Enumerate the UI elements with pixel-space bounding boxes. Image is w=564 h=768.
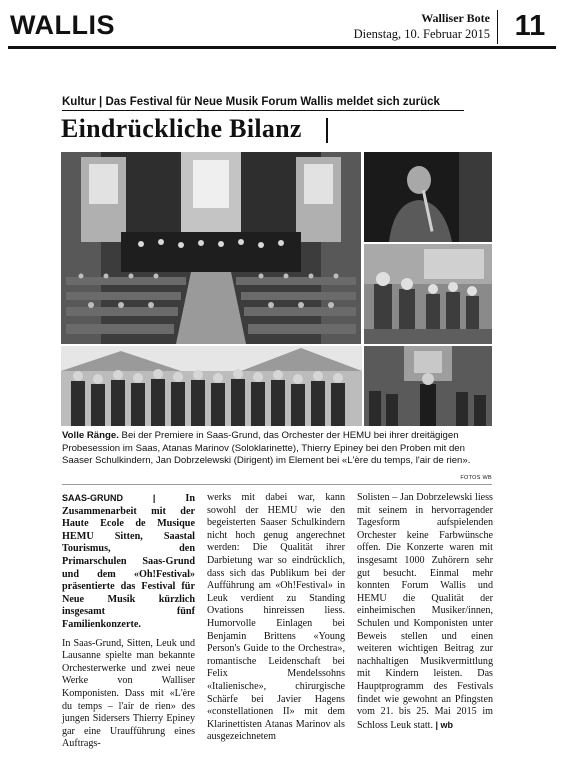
header-rule: [8, 46, 556, 49]
article-column-3: [357, 492, 493, 738]
author-signature: | wb: [432, 719, 454, 730]
section-title: WALLIS: [10, 10, 115, 40]
photo-soloist: [364, 152, 492, 242]
photo-credit: FOTOS WB: [460, 475, 492, 481]
dateline: SAAS-GRUND |: [62, 493, 156, 503]
newspaper-name: Walliser Bote: [421, 11, 490, 25]
article-column-2: [207, 492, 345, 750]
page-number: 11: [514, 10, 546, 42]
photo-concert-church: [61, 152, 361, 344]
headline-bar: [326, 118, 328, 143]
issue-date: Dienstag, 10. Februar 2015: [353, 27, 490, 41]
kicker-rule: [62, 110, 464, 111]
article-kicker: Kultur | Das Festival für Neue Musik Forum Wallis meldet sich zurück: [62, 96, 440, 108]
photo-school-children: [364, 244, 492, 344]
photo-conductor: [364, 346, 492, 426]
caption-rule: [62, 484, 492, 485]
photo-orchestra-group: [61, 346, 362, 426]
article-column-1: [62, 492, 195, 757]
article-headline: Eindrückliche Bilanz: [61, 114, 302, 143]
photo-caption: [62, 430, 492, 468]
header-divider: [497, 10, 498, 44]
article-paragraph-3: Solisten – Jan Dobrzelewski liess mit seinem in hervorragender Tagesform aufspielenden Orchester keine Farbwünsche offen. Die Konzerte waren mit insgesamt 1000 Zuhörern sehr gut besucht. Einmal mehr konnten Forum Wallis und HEMU die Qualität der einheimischen Musiker/innen, Schulen und Komponisten unter Beweis stellen und einen weiteren wichtigen Beitrag zur nachhaltigen Musikvermittlung mit Kindern leisten. Das Hauptprogramm des Festivals findet wie gewohnt an Pfingsten vom 21. bis 25. Mai 2015 im Schloss Leuk statt.: [357, 492, 493, 731]
article-lead: In Zusammenarbeit mit der Haute Ecole de Musique HEMU Sitten, Saastal Tourismus, den Primarschulen Saas-Grund und dem «Oh!Festival» präsentierte das Festival für Neue Musik kürzlich insgesamt fünf Familienkonzerte.: [62, 493, 195, 630]
caption-lead: Volle Ränge.: [62, 430, 119, 441]
article-paragraph-2: werks mit dabei war, kann sowohl der HEMU wie den begeisterten Saaser Schulkindern nicht hoch genug angerechnet werden: Die Qualität ihrer Darbietung war so eindrücklich, dass sich das Publikum bei der Aufführung am «Oh!Festival» in Leuk verdient zu Standing Ovations hinreissen liess. Humorvolle Einlagen bei Benjamin Brittens «Young Person's Guide to the Orchestra», romantische Leidenschaft bei Felix Mendelssohns «Italienische», chirurgische Schärfe bei Javier Hagens «constellationen II» mit dem Klarinettisten Atanas Marinov als ausgezeichnetem: [207, 492, 345, 743]
article-paragraph-1: In Saas-Grund, Sitten, Leuk und Lausanne spielte man bekannte Orchesterwerke und zwei neue Werke von Walliser Komponisten. Dass mit «L'ère du temps – l'air de rien» des jungen Sidersers Thierry Epiney gar eine Uraufführung eines Auftrags-: [62, 637, 195, 750]
caption-text: Bei der Premiere in Saas-Grund, das Orchester der HEMU bei ihrer dreitägigen Probesession im Saas, Atanas Marinov (Soloklarinette), Thierry Epiney bei den Proben mit den Saaser Schulkindern, Jan Dobrzelewski (Dirigent) im Element bei «L'ère du temps, l'air de rien».: [62, 430, 471, 466]
